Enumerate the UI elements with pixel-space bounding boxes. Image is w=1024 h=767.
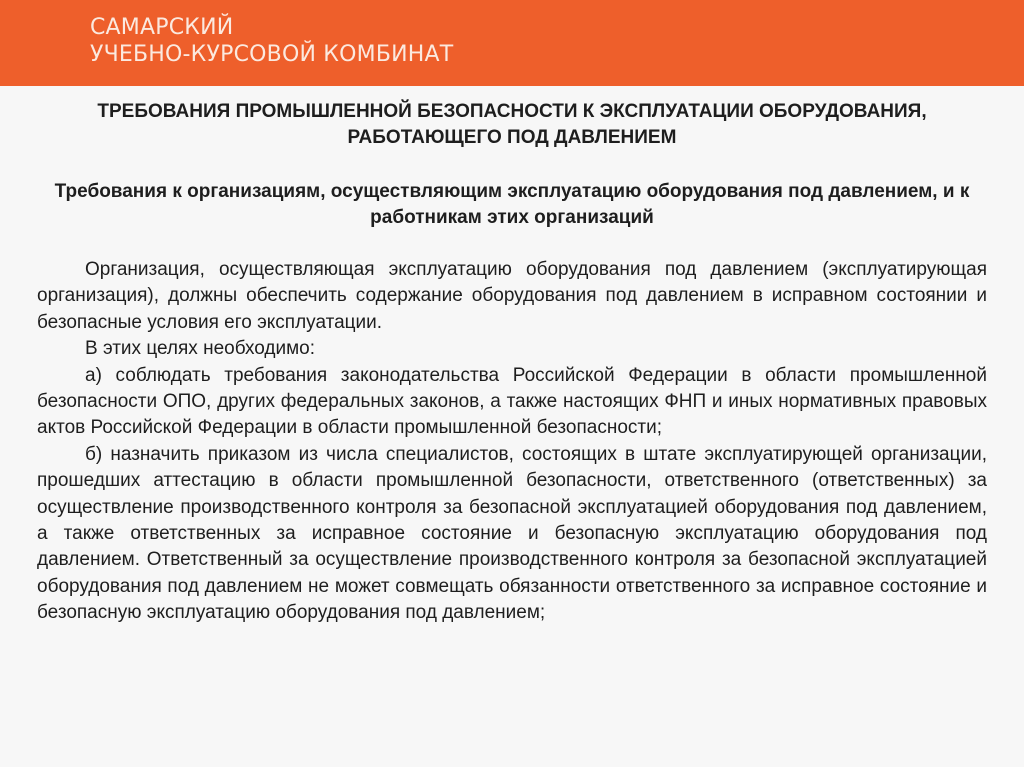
paragraph-item-b: б) назначить приказом из числа специалистов, состоящих в штате эксплуатирующей организации, прошедших аттестацию в области промышленной безопасности, ответственного (ответственных) за осуществление производственного контроля за безопасной эксплуатацией оборудования под давлением, а также ответственных за исправное состояние и безопасную эксплуатацию оборудования под давлением. Ответственный за осуществление производственного контроля за безопасной эксплуатацией оборудования под давлением не может совмещать обязанности ответственного за исправное состояние и безопасную эксплуатацию оборудования под давлением; xyxy=(37,443,987,624)
header-bar xyxy=(0,0,1024,86)
brand-line-2: УЧЕБНО-КУРСОВОЙ КОМБИНАТ xyxy=(90,42,454,67)
brand-logo xyxy=(90,14,453,68)
slide-title: ТРЕБОВАНИЯ ПРОМЫШЛЕННОЙ БЕЗОПАСНОСТИ К ЭКСПЛУАТАЦИИ ОБОРУДОВАНИЯ, РАБОТАЮЩЕГО ПОД ДАВЛЕНИЕМ xyxy=(97,101,927,148)
slide-subtitle: Требования к организациям, осуществляющим эксплуатацию оборудования под давлением, и к работникам этих организаций xyxy=(54,181,970,228)
paragraph-item-a: а) соблюдать требования законодательства Российской Федерации в области промышленной безопасности ОПО, других федеральных законов, а также настоящих ФНП и иных нормативных правовых актов Российской Федерации в области промышленной безопасности; xyxy=(37,364,987,439)
paragraph-purpose: В этих целях необходимо: xyxy=(85,338,316,360)
slide-content xyxy=(37,99,987,627)
brand-line-1: САМАРСКИЙ xyxy=(90,15,234,40)
paragraph-intro: Организация, осуществляющая эксплуатацию оборудования под давлением (эксплуатирующая организация), должны обеспечить содержание оборудования под давлением в исправном состоянии и безопасные условия его эксплуатации. xyxy=(37,259,987,333)
body-text xyxy=(37,257,987,627)
